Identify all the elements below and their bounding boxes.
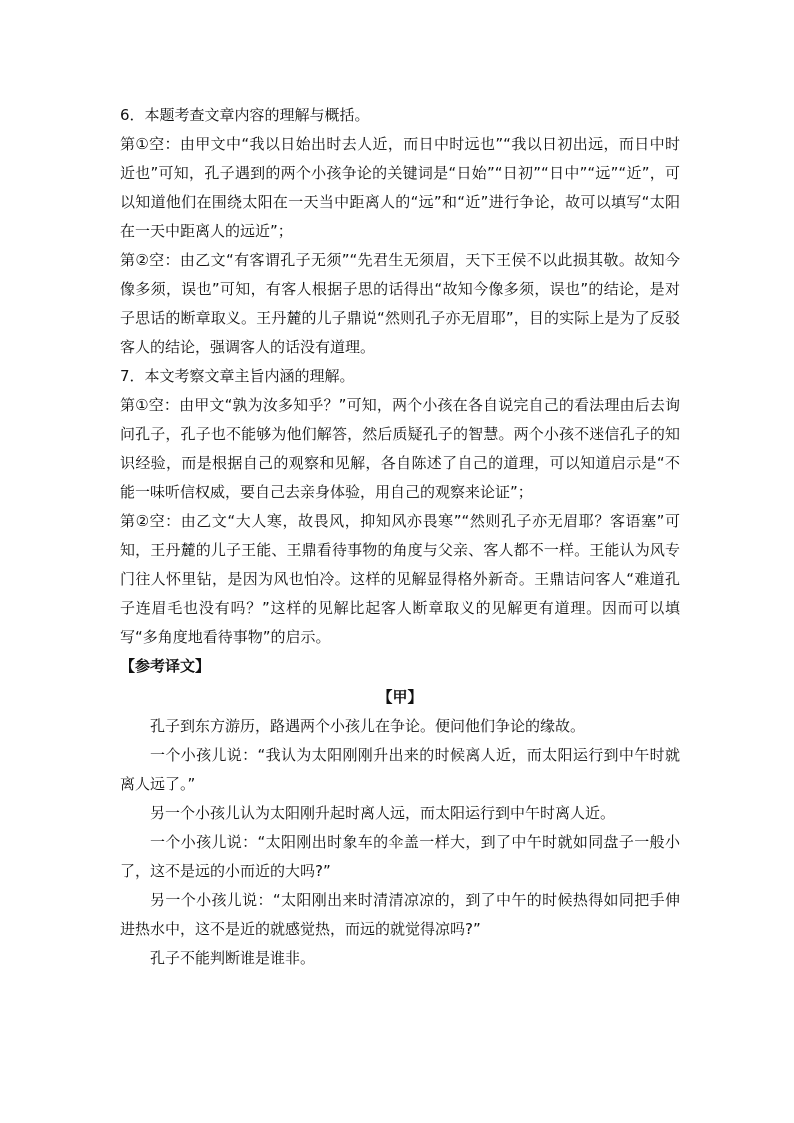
q6-title: 6．本题考查文章内容的理解与概括。 [120, 106, 370, 124]
translation-paragraph: 另一个小孩儿认为太阳刚升起时离人远，而太阳运行到中午时离人近。 [150, 804, 616, 822]
translation-heading: 【参考译文】 [120, 657, 211, 675]
translation-paragraph: 孔子不能判断谁是谁非。 [150, 949, 316, 967]
q7-title: 7．本文考察文章主旨内涵的理解。 [120, 367, 355, 385]
translation-paragraph: 一个小孩儿说：“我认为太阳刚刚升出来的时候离人近，而太阳运行到中午时就离人远了。” [120, 746, 680, 793]
q6-blank1-analysis: 第①空：由甲文中“我以日始出时去人近，而日中时远也”“我以日初出远，而日中时近也”可知，孔子遇到的两个小孩争论的关键词是“日始”“日初”“日中”“远”“近”，可以知道他们在围绕太阳在一天当中距离人的“远”和“近”进行争论，故可以填写“太阳在一天中距离人的远近”； [120, 135, 680, 240]
translation-paragraph: 孔子到东方游历，路遇两个小孩儿在争论。便问他们争论的缘故。 [150, 717, 586, 735]
translation-paragraph: 一个小孩儿说：“太阳刚出时象车的伞盖一样大，到了中午时就如同盘子一般小了，这不是远的小而近的大吗?” [120, 833, 680, 880]
q7-blank1-analysis: 第①空：由甲文“孰为汝多知乎？”可知，两个小孩在各自说完自己的看法理由后去询问孔子，孔子也不能够为他们解答，然后质疑孔子的智慧。两个小孩不迷信孔子的知识经验，而是根据自己的观察和见解，各自陈述了自己的道理，可以知道启示是“不能一味听信权威，要自己去亲身体验，用自己的观察来论证”； [120, 396, 680, 501]
q7-blank2-analysis: 第②空：由乙文“大人寒，故畏风，抑知风亦畏寒”“然则孔子亦无眉耶？客语塞”可知，王丹麓的儿子王能、王鼎看待事物的角度与父亲、客人都不一样。王能认为风专门往人怀里钻，是因为风也怕冷。这样的见解显得格外新奇。王鼎诘问客人“难道孔子连眉毛也没有吗？”这样的见解比起客人断章取义的见解更有道理。因而可以填写“多角度地看待事物”的启示。 [120, 512, 680, 646]
document-content [120, 101, 680, 973]
translation-paragraph: 另一个小孩儿说：“太阳刚出来时清清凉凉的，到了中午的时候热得如同把手伸进热水中，这不是近的就感觉热，而远的就觉得凉吗?” [120, 891, 680, 938]
jia-heading: 【甲】 [377, 688, 423, 706]
q6-blank2-analysis: 第②空：由乙文“有客谓孔子无须”“先君生无须眉，天下王侯不以此损其敬。故知今像多须，误也”可知，有客人根据子思的话得出“故知今像多须，误也”的结论，是对子思话的断章取义。王丹麓的儿子鼎说“然则孔子亦无眉耶”，目的实际上是为了反驳客人的结论，强调客人的话没有道理。 [120, 251, 680, 356]
